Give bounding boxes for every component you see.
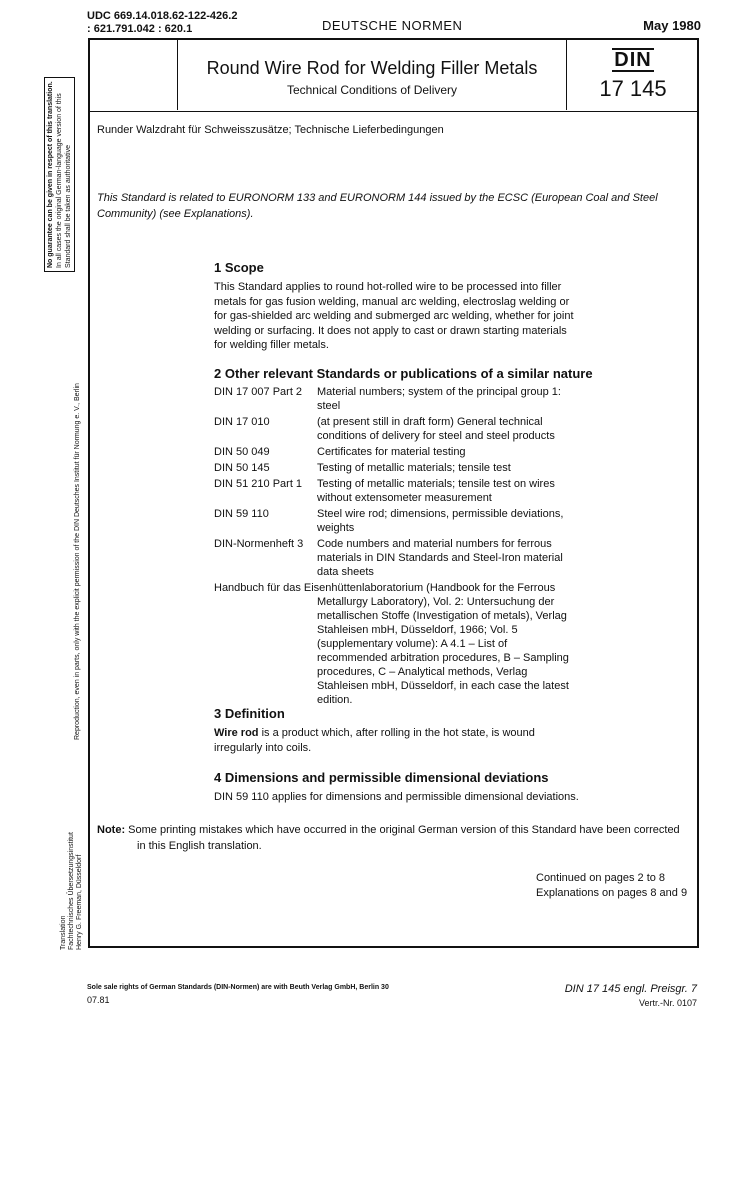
reference-item <box>214 507 579 535</box>
translation-note <box>97 822 693 854</box>
issue-date: May 1980 <box>643 18 701 33</box>
guarantee-line-2: In all cases the original German-language version of this <box>56 93 63 268</box>
reference-item <box>214 415 579 443</box>
din-logo: DIN <box>614 49 652 71</box>
euronorm-relation: This Standard is related to EURONORM 133 and EURONORM 144 issued by the ECSC (European Coal and Steel Community) (see Explanations). <box>97 192 658 220</box>
sole-sale-notice: Sole sale rights of German Standards (DIN-Normen) are with Beuth Verlag GmbH, Berlin 30 <box>87 984 389 991</box>
german-title: Runder Walzdraht für Schweisszusätze; Technische Lieferbedingungen <box>97 124 444 136</box>
document-title: Round Wire Rod for Welding Filler Metals <box>206 58 538 78</box>
udc-line-1: UDC 669.14.018.62-122-426.2 <box>87 10 238 22</box>
guarantee-notice <box>44 81 88 502</box>
handbook-reference-first-line: Handbuch für das Eisenhüttenlaboratorium (Handbook for the Ferrous <box>214 582 556 594</box>
definition-body: is a product which, after rolling in the hot state, is wound irregularly into coils. <box>214 727 535 754</box>
guarantee-line-1: No guarantee can be given in respect of this translation. <box>47 81 54 268</box>
standard-number: 17 145 <box>599 76 667 101</box>
references-heading: 2 Other relevant Standards or publications of a similar nature <box>214 366 593 381</box>
continued-pages: Continued on pages 2 to 8 <box>536 872 666 884</box>
dimensions-heading: 4 Dimensions and permissible dimensional deviations <box>214 770 549 785</box>
reference-text: Testing of metallic materials; tensile test on wires without extensometer measurement <box>317 478 555 504</box>
dimensions-text: DIN 59 110 applies for dimensions and permissible dimensional deviations. <box>214 791 579 803</box>
reference-code: DIN 59 110 <box>214 508 269 520</box>
reference-code: DIN 17 010 <box>214 416 270 428</box>
references-list <box>214 385 579 707</box>
note-label: Note: <box>97 824 126 836</box>
reference-item <box>214 537 579 579</box>
note-text-1: Some printing mistakes which have occurred in the original German version of this Standard have been corrected <box>125 824 680 836</box>
scope-heading: 1 Scope <box>214 260 264 275</box>
reference-code: DIN 50 049 <box>214 446 270 458</box>
distribution-number: Vertr.-Nr. 0107 <box>638 998 697 1008</box>
print-code: 07.81 <box>87 995 110 1005</box>
reference-code: DIN 17 007 Part 2 <box>214 386 303 398</box>
udc-line-2: : 621.791.042 : 620.1 <box>87 23 193 35</box>
note-text-2: in this English translation. <box>137 840 262 852</box>
scope-text: This Standard applies to round hot-rolled wire to be processed into filler metals for gas fusion welding, manual arc welding, electroslag welding or for gas-shielded arc welding and submerged arc welding, whether for joint welding or surfacing. It does not apply to cast or drawn starting materials for welding filler metals. <box>214 281 574 351</box>
reference-item <box>214 461 579 475</box>
footer-standard-ref: DIN 17 145 engl. Preisgr. 7 <box>564 983 697 995</box>
document-subtitle: Technical Conditions of Delivery <box>286 83 458 97</box>
title-box <box>177 38 567 110</box>
translation-credit <box>60 832 88 1100</box>
reference-text: Steel wire rod; dimensions, permissible deviations, weights <box>317 508 564 534</box>
reference-text: Code numbers and material numbers for ferrous materials in DIN Standards and Steel-Iron material data sheets <box>317 538 563 578</box>
translation-line-2: Fachtechnisches Übersetzungsinstitut <box>68 832 75 950</box>
explanations-pages: Explanations on pages 8 and 9 <box>536 887 688 899</box>
reference-text: (at present still in draft form) General technical conditions of delivery for steel and steel products <box>317 416 555 442</box>
udc-classification <box>87 10 237 36</box>
guarantee-line-3: Standard shall be taken as authoritative <box>65 145 72 268</box>
series-label: DEUTSCHE NORMEN <box>322 18 463 33</box>
reference-code: DIN 51 210 Part 1 <box>214 478 303 490</box>
reference-text: Material numbers; system of the principal group 1: steel <box>317 386 561 412</box>
definition-term: Wire rod <box>214 727 259 739</box>
reference-item <box>214 385 579 413</box>
definition-text <box>214 726 579 755</box>
reference-code: DIN 50 145 <box>214 462 270 474</box>
reference-code: DIN-Normenheft 3 <box>214 538 304 550</box>
reproduction-notice: Reproduction, even in parts, only with the explicit permission of the DIN Deutsches Institut für Normung e. V., Berlin <box>74 383 81 740</box>
handbook-reference-rest: Metallurgy Laboratory), Vol. 2: Untersuchung der metallischen Stoffe (Investigation of metals), Verlag Stahleisen mbH, Düsseldorf, 1966; Vol. 5 (supplementary volume): A 4.1 – List of recommended arbitration procedures, B – Sampling procedures, C – Analytical methods, Verlag Stahleisen mbH, Düsseldorf, in each case the latest edition. <box>317 596 569 706</box>
reference-text: Certificates for material testing <box>317 446 466 458</box>
reference-text: Testing of metallic materials; tensile test <box>317 462 511 474</box>
translation-line-1: Translation <box>60 915 67 950</box>
din-number-box <box>567 38 699 110</box>
reference-item <box>214 477 579 505</box>
continuation-info <box>536 871 687 901</box>
definition-heading: 3 Definition <box>214 706 285 721</box>
reference-item <box>214 445 579 459</box>
translation-line-3: Henry G. Freeman, Düsseldorf <box>76 854 83 950</box>
